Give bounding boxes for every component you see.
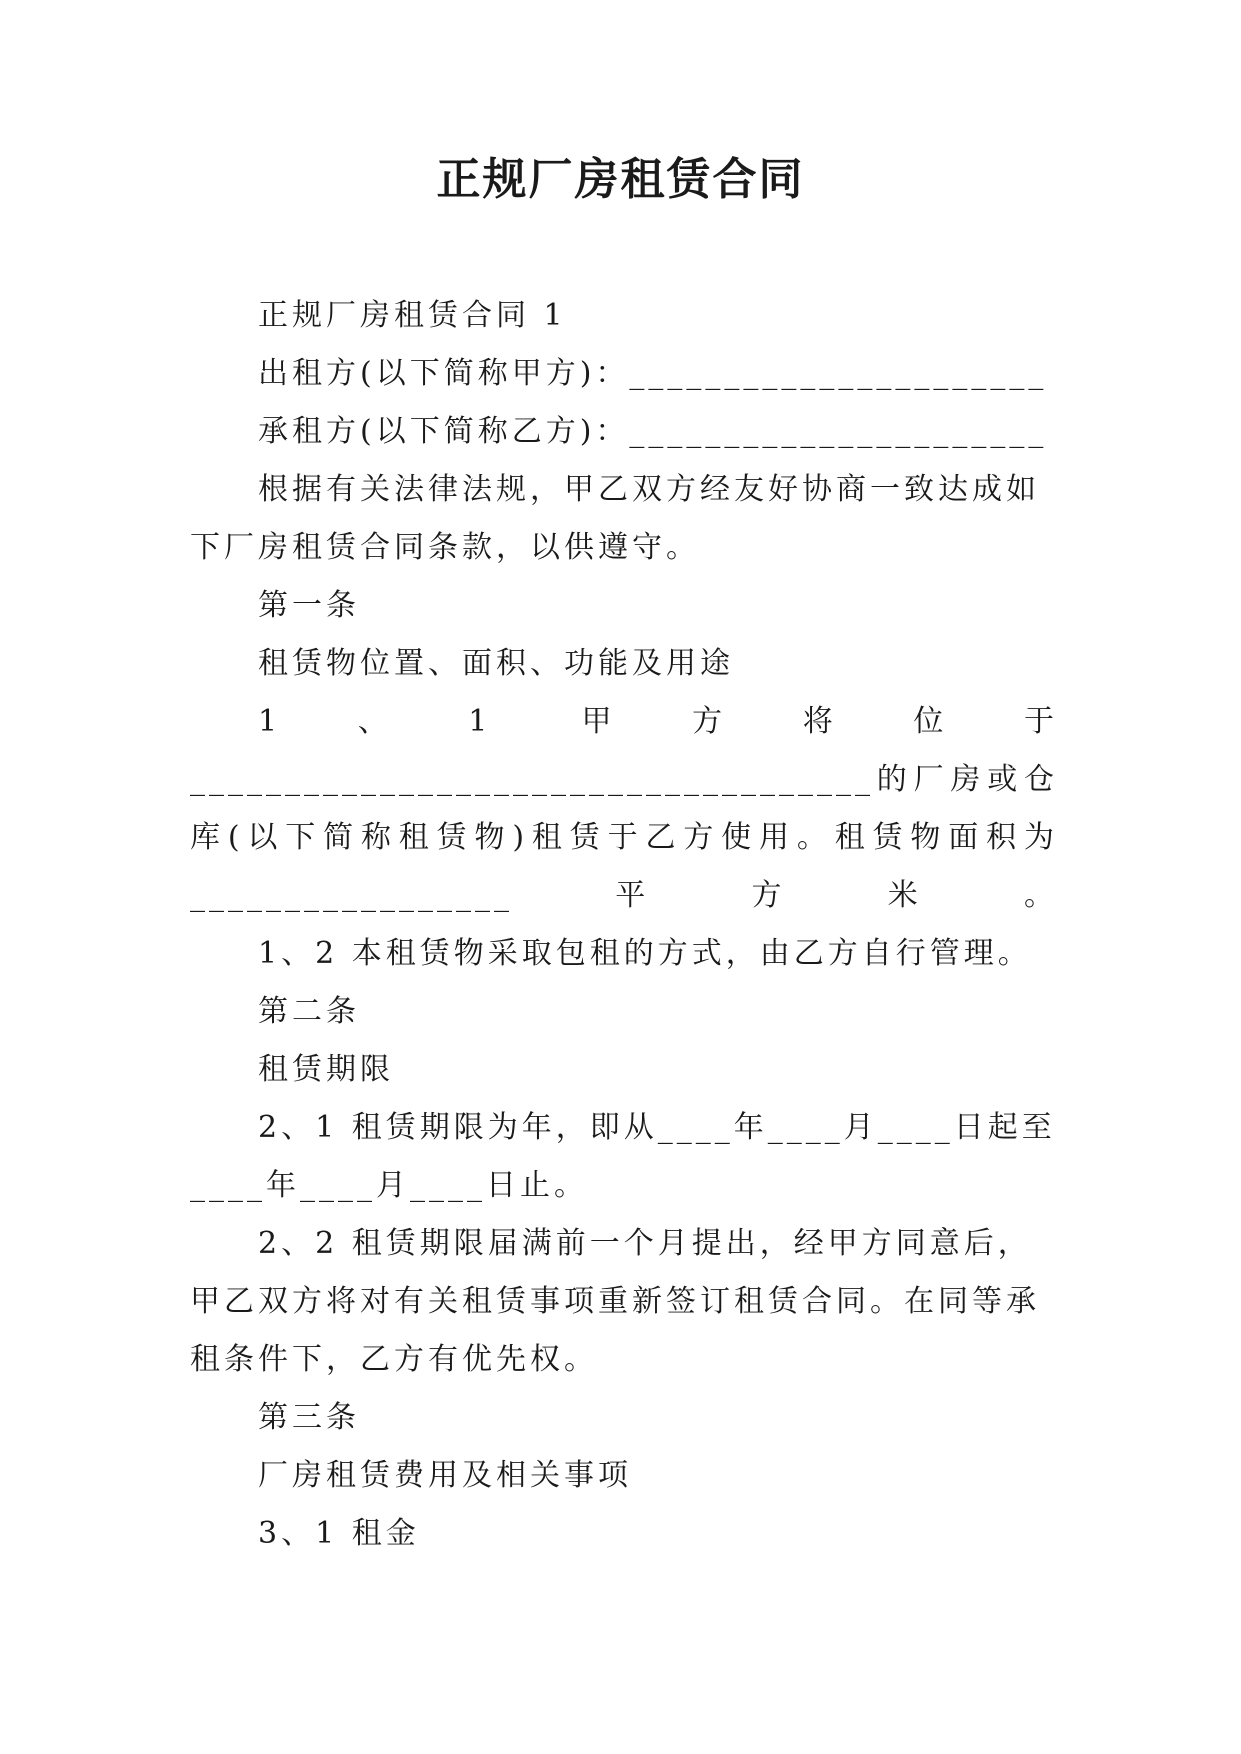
article-1-heading: 第一条: [258, 588, 360, 623]
article-3-heading: 第三条: [258, 1400, 360, 1435]
article-2-heading: 第二条: [258, 994, 360, 1029]
article-3-title: 厂房租赁费用及相关事项: [258, 1458, 632, 1493]
clause-1-2: 1、2 本租赁物采取包租的方式，由乙方自行管理。: [258, 936, 1032, 971]
document-title: 正规厂房租赁合同: [436, 154, 805, 205]
paragraph-lessee: 承租方(以下简称乙方)：______________________: [258, 414, 1048, 449]
document-body: [190, 287, 1058, 1563]
clause-2-1: 2、1 租赁期限为年，即从____年____月____日起至____年____月____日止。: [190, 1110, 1056, 1203]
clause-3-1: 3、1 租金: [258, 1516, 420, 1551]
paragraph-preamble: 根据有关法律法规，甲乙双方经友好协商一致达成如下厂房租赁合同条款，以供遵守。: [190, 472, 1040, 565]
article-2-title: 租赁期限: [258, 1052, 394, 1087]
paragraph-heading-1: 正规厂房租赁合同 1: [258, 298, 567, 333]
paragraph-lessor: 出租方(以下简称甲方)：______________________: [258, 356, 1048, 391]
article-1-title: 租赁物位置、面积、功能及用途: [258, 646, 734, 681]
clause-1-1: 1、1 甲方将位于____________________________________的厂房或仓库(以下简称租赁物)租赁于乙方使用。租赁物面积为_________________平方米。: [190, 704, 1058, 913]
clause-2-2: 2、2 租赁期限届满前一个月提出，经甲方同意后，甲乙双方将对有关租赁事项重新签订租赁合同。在同等承租条件下，乙方有优先权。: [190, 1226, 1040, 1377]
